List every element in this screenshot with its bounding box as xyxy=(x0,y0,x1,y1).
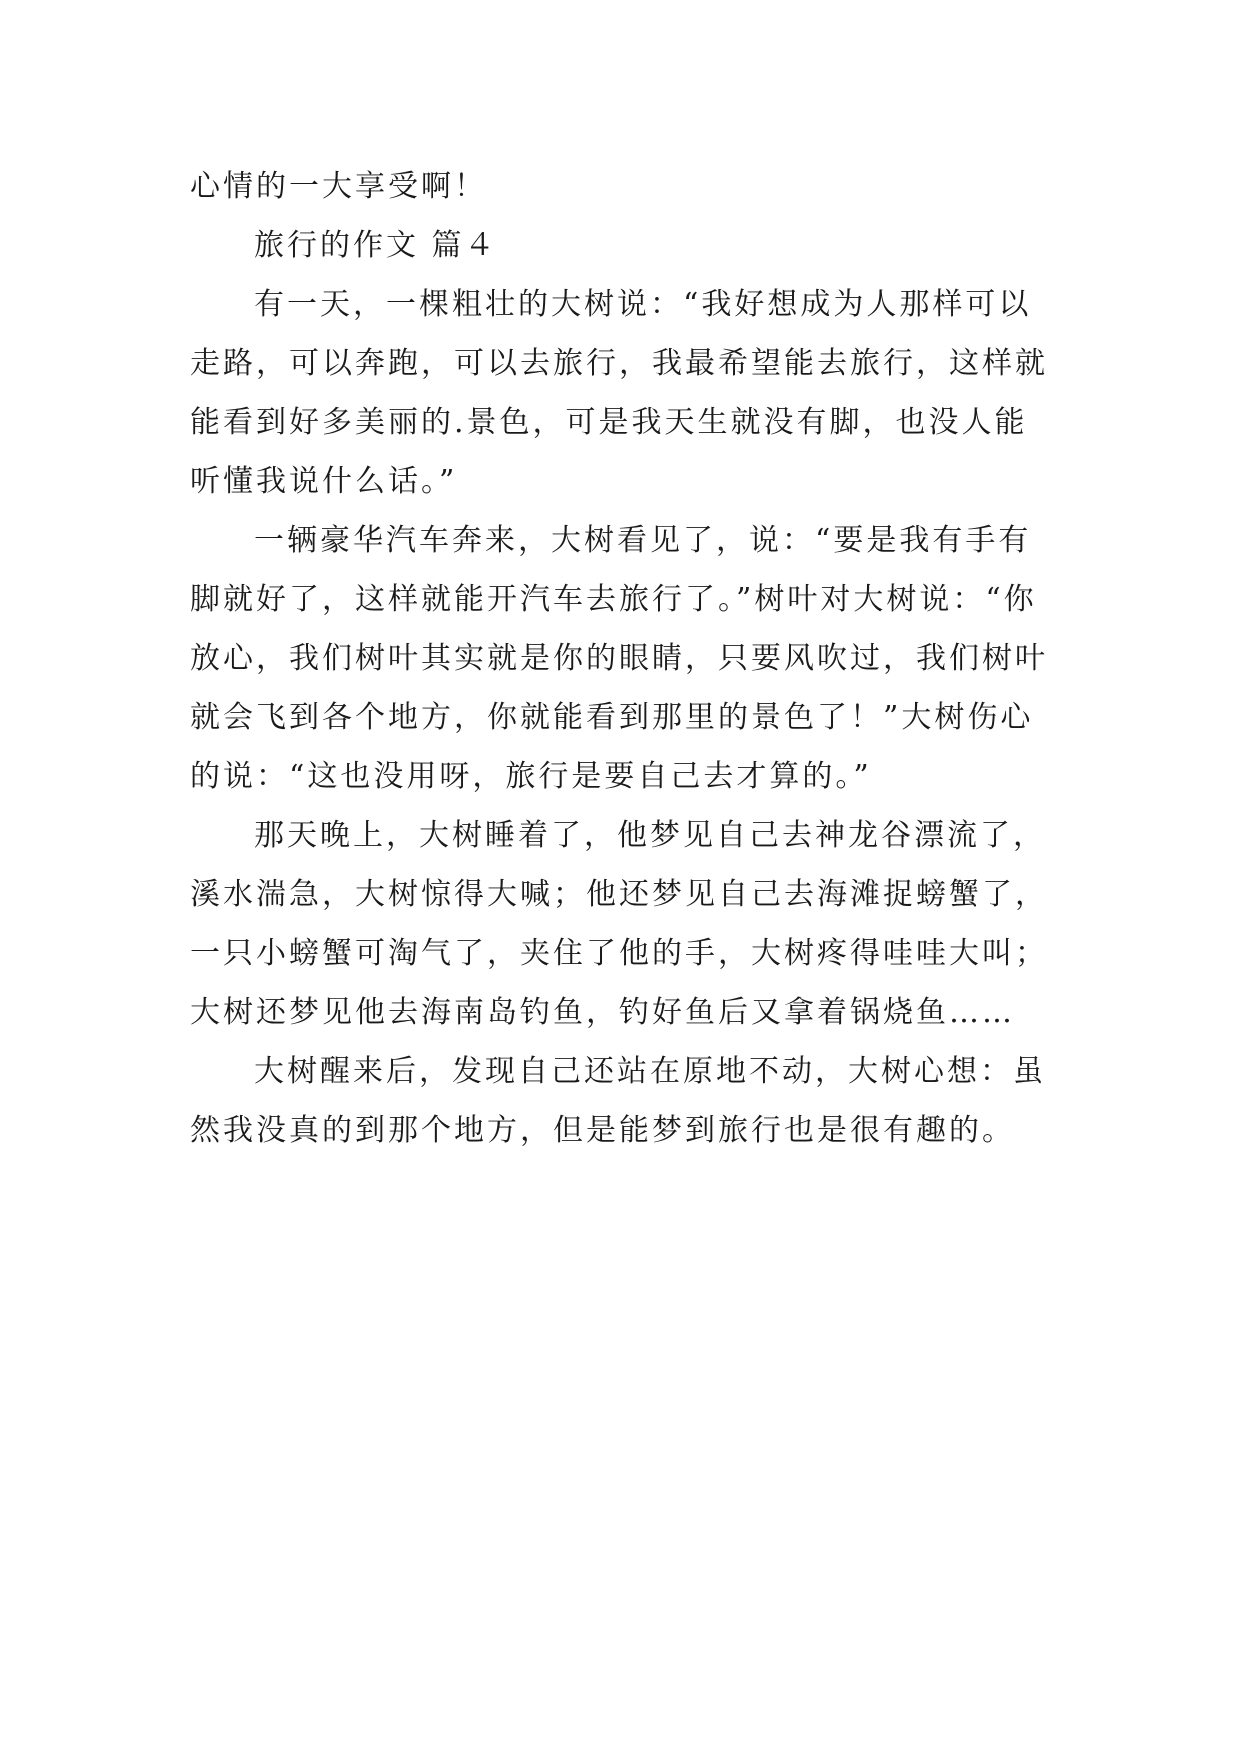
text-line: 那天晚上，大树睡着了，他梦见自己去神龙谷漂流了， xyxy=(254,818,1046,853)
text-line: 一只小螃蟹可淘气了，夹住了他的手，大树疼得哇哇大叫； xyxy=(190,936,1048,971)
text-line: 的说：“这也没用呀，旅行是要自己去才算的。” xyxy=(190,759,872,794)
section-heading: 旅行的作文 篇４ xyxy=(254,228,498,263)
text-line: 走路，可以奔跑，可以去旅行，我最希望能去旅行，这样就 xyxy=(190,346,1048,381)
text-line: 就会飞到各个地方，你就能看到那里的景色了！”大树伤心 xyxy=(190,700,1034,735)
text-line: 然我没真的到那个地方，但是能梦到旅行也是很有趣的。 xyxy=(190,1113,1015,1148)
text-line: 脚就好了，这样就能开汽车去旅行了。”树叶对大树说：“你 xyxy=(190,582,1037,617)
text-line: 听懂我说什么话。” xyxy=(190,464,458,499)
text-line: 溪水湍急，大树惊得大喊；他还梦见自己去海滩捉螃蟹了， xyxy=(190,877,1048,912)
text-line: 大树还梦见他去海南岛钓鱼，钓好鱼后又拿着锅烧鱼…… xyxy=(190,995,1015,1030)
text-line: 有一天，一棵粗壮的大树说：“我好想成为人那样可以 xyxy=(254,287,1032,322)
document-body xyxy=(190,157,1060,1160)
text-line: 一辆豪华汽车奔来，大树看见了，说：“要是我有手有 xyxy=(254,523,1032,558)
text-line: 心情的一大享受啊！ xyxy=(190,169,487,204)
text-line: 能看到好多美丽的.景色，可是我天生就没有脚，也没人能 xyxy=(190,405,1028,440)
text-line: 放心，我们树叶其实就是你的眼睛，只要风吹过，我们树叶 xyxy=(190,641,1048,676)
text-line: 大树醒来后，发现自己还站在原地不动，大树心想：虽 xyxy=(254,1054,1046,1089)
